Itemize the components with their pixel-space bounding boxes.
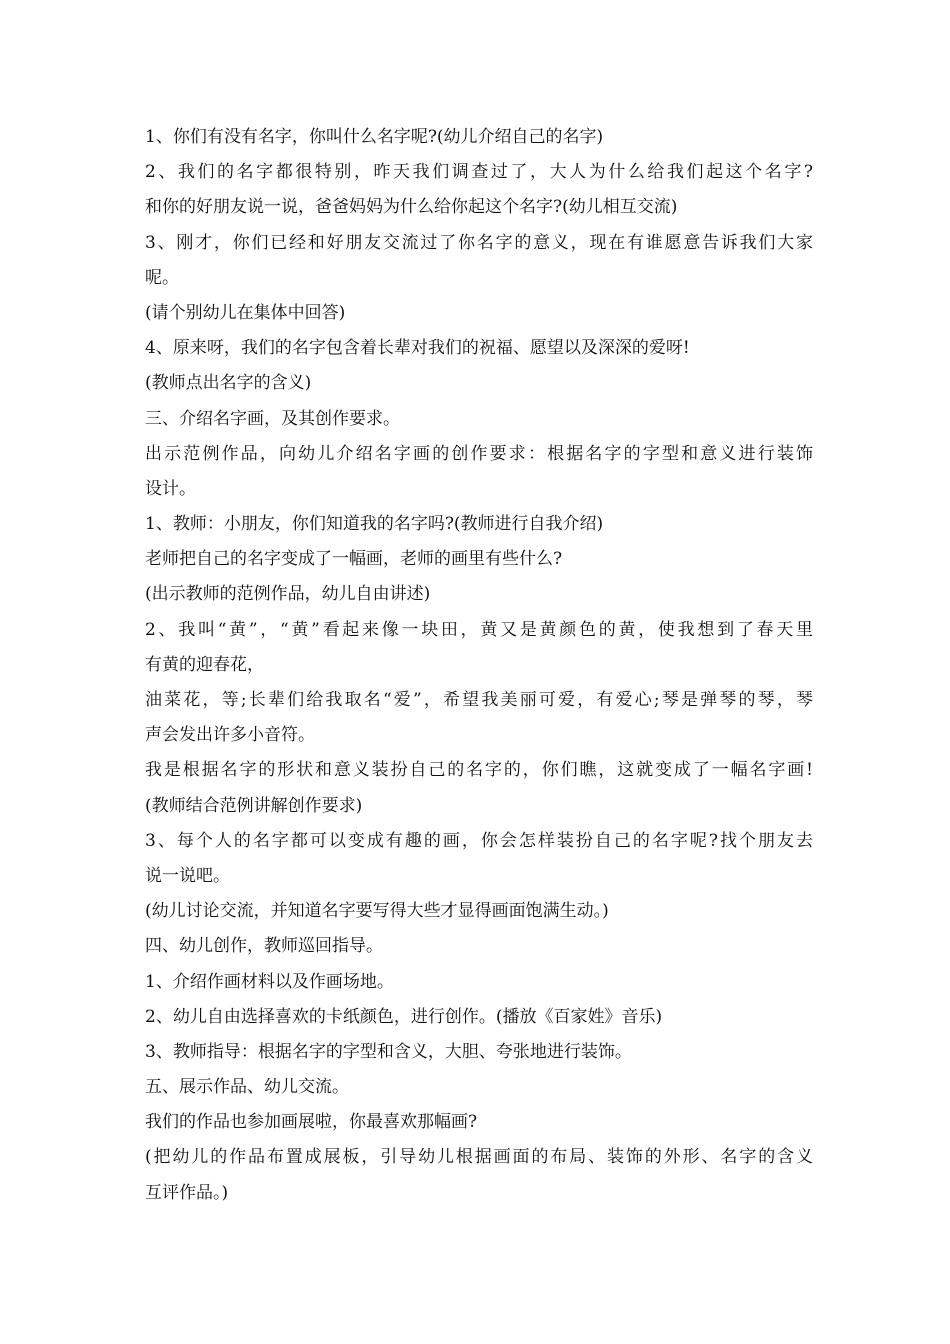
text-line: (把幼儿的作品布置成展板，引导幼儿根据画面的布局、装饰的外形、名字的含义 bbox=[145, 1147, 813, 1168]
text-line: 声会发出许多小音符。 bbox=[145, 725, 315, 746]
text-line: 2、我们的名字都很特别，昨天我们调查过了，大人为什么给我们起这个名字? bbox=[145, 162, 813, 183]
text-line: 互评作品。) bbox=[145, 1182, 229, 1203]
text-line: 3、教师指导：根据名字的字型和含义，大胆、夸张地进行装饰。 bbox=[145, 1041, 632, 1062]
text-line: (幼儿讨论交流，并知道名字要写得大些才显得画面饱满生动。) bbox=[145, 901, 609, 922]
text-line: 设计。 bbox=[145, 478, 196, 499]
text-line: 1、你们有没有名字，你叫什么名字呢?(幼儿介绍自己的名字) bbox=[145, 127, 604, 147]
text-line: 3、刚才，你们已经和好朋友交流过了你名字的意义，现在有谁愿意告诉我们大家 bbox=[145, 232, 813, 253]
document-body bbox=[145, 120, 813, 1211]
text-line: 我是根据名字的形状和意义装扮自己的名字的，你们瞧，这就变成了一幅名字画! bbox=[145, 760, 813, 781]
text-line: 三、介绍名字画，及其创作要求。 bbox=[145, 408, 400, 429]
text-line: 2、幼儿自由选择喜欢的卡纸颜色，进行创作。(播放《百家姓》音乐) bbox=[145, 1006, 663, 1027]
text-line: 我们的作品也参加画展啦，你最喜欢那幅画? bbox=[145, 1112, 478, 1133]
text-line: 四、幼儿创作，教师巡回指导。 bbox=[145, 936, 383, 957]
text-line: (出示教师的范例作品，幼儿自由讲述) bbox=[145, 584, 431, 605]
text-line: 出示范例作品，向幼儿介绍名字画的创作要求：根据名字的字型和意义进行装饰 bbox=[145, 443, 813, 464]
text-line: 老师把自己的名字变成了一幅画，老师的画里有些什么? bbox=[145, 549, 563, 570]
text-line: 五、展示作品、幼儿交流。 bbox=[145, 1077, 349, 1098]
text-line: (请个别幼儿在集体中回答) bbox=[145, 302, 346, 323]
text-line: 1、教师：小朋友，你们知道我的名字吗?(教师进行自我介绍) bbox=[145, 514, 604, 535]
text-line: 油菜花，等;长辈们给我取名“爱”，希望我美丽可爱，有爱心;琴是弹琴的琴，琴 bbox=[145, 690, 813, 710]
text-line: 呢。 bbox=[145, 267, 179, 288]
text-line: 和你的好朋友说一说，爸爸妈妈为什么给你起这个名字?(幼儿相互交流) bbox=[145, 197, 678, 218]
text-line: 4、原来呀，我们的名字包含着长辈对我们的祝福、愿望以及深深的爱呀! bbox=[145, 338, 690, 359]
text-line: (教师结合范例讲解创作要求) bbox=[145, 795, 363, 816]
text-line: 1、介绍作画材料以及作画场地。 bbox=[145, 971, 394, 992]
text-line: 3、每个人的名字都可以变成有趣的画，你会怎样装扮自己的名字呢?找个朋友去 bbox=[145, 830, 813, 851]
text-line: (教师点出名字的含义) bbox=[145, 373, 312, 394]
text-line: 有黄的迎春花， bbox=[145, 654, 264, 675]
text-line: 说一说吧。 bbox=[145, 865, 230, 886]
text-line: 2、我叫“黄”，“黄”看起来像一块田，黄又是黄颜色的黄，使我想到了春天里 bbox=[145, 619, 813, 640]
